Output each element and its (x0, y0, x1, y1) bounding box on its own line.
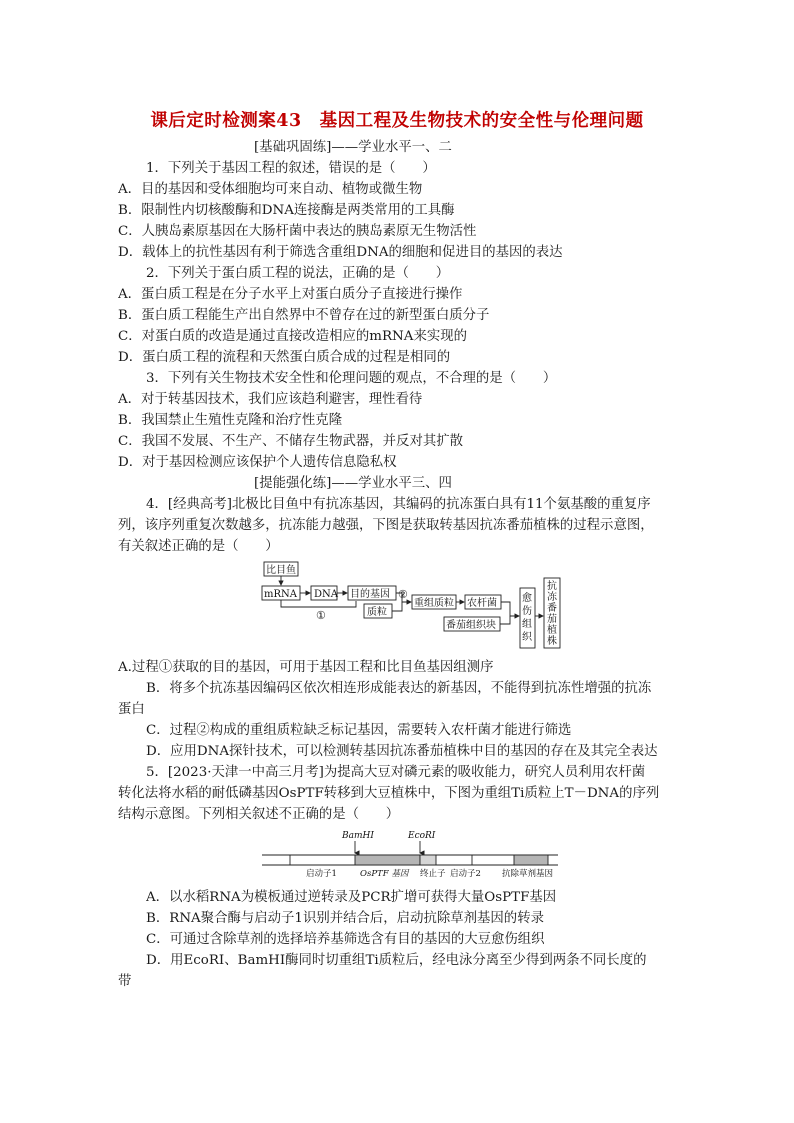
tdna-structure-diagram (262, 828, 562, 880)
q4-option-a[interactable]: A.过程①获取的目的基因，可用于基因工程和比目鱼基因组测序 (118, 660, 494, 675)
callus-char: 伤 (522, 606, 532, 617)
q1-stem: 1．下列关于基因工程的叙述，错误的是（ ） (146, 161, 436, 176)
q4-option-b-line2: 蛋白 (118, 702, 145, 717)
dna-label: DNA (314, 589, 338, 600)
q3-option-d[interactable]: D．对于基因检测应该保护个人遗传信息隐私权 (118, 455, 397, 470)
terminator-label: 终止子 (420, 869, 446, 879)
ecori-label: EcoRⅠ (408, 831, 436, 841)
section-basic: [基础巩固练]——学业水平一、二 (254, 140, 452, 155)
step2-marker: ② (398, 588, 408, 601)
q5-option-b[interactable]: B．RNA聚合酶与启动子1识别并结合后，启动抗除草剂基因的转录 (146, 911, 544, 926)
q2-option-c[interactable]: C．对蛋白质的改造是通过直接改造相应的mRNA来实现的 (118, 329, 468, 344)
q5-option-a[interactable]: A．以水稻RNA为模板通过逆转录及PCR扩增可获得大量OsPTF基因 (146, 890, 557, 905)
q2-option-d[interactable]: D．蛋白质工程的流程和天然蛋白质合成的过程是相同的 (118, 350, 451, 365)
q5-option-d-line1[interactable]: D．用EcoRⅠ、BamHⅠ酶同时切重组Ti质粒后，经电泳分离至少得到两条不同长度的 (146, 953, 647, 968)
callus-char: 愈 (522, 593, 532, 604)
q1-option-a[interactable]: A．目的基因和受体细胞均可来自动、植物或微生物 (118, 182, 423, 197)
plant-char: 抗 (547, 581, 557, 592)
bamhi-label: BamHⅠ (342, 831, 374, 841)
terminator-segment (420, 855, 436, 865)
plant-char: 株 (547, 636, 557, 647)
page-title: 课后定时检测案43 基因工程及生物技术的安全性与伦理问题 (150, 111, 644, 131)
callus-char: 组 (522, 619, 532, 630)
q2-stem: 2．下列关于蛋白质工程的说法，正确的是（ ） (146, 266, 450, 281)
q3-option-b[interactable]: B．我国禁止生殖性克隆和治疗性克隆 (118, 413, 343, 428)
q1-option-b[interactable]: B．限制性内切核酸酶和DNA连接酶是两类常用的工具酶 (118, 203, 455, 218)
herbicide-gene-segment (514, 855, 548, 865)
q4-stem-line3: 有关叙述正确的是（ ） (118, 539, 279, 554)
herbicide-gene-label: 抗除草剂基因 (502, 869, 554, 879)
recombinant-plasmid-label: 重组质粒 (414, 598, 454, 609)
callus-char: 织 (522, 632, 532, 643)
mrna-label: mRNA (264, 589, 297, 600)
tomato-tissue-label: 番茄组织块 (446, 620, 496, 631)
q1-option-d[interactable]: D．载体上的抗性基因有利于筛选含重组DNA的细胞和促进目的基因的表达 (118, 245, 563, 260)
ospt-gene-label: OsPTF 基因 (360, 869, 409, 879)
q5-stem-line2: 转化法将水稻的耐低磷基因OsPTF转移到大豆植株中，下图为重组Ti质粒上T－DNA的序列 (118, 786, 660, 801)
q2-option-b[interactable]: B．蛋白质工程能生产出自然界中不曾存在过的新型蛋白质分子 (118, 308, 490, 323)
plant-char: 茄 (547, 614, 557, 625)
q2-option-a[interactable]: A．蛋白质工程是在分子水平上对蛋白质分子直接进行操作 (118, 287, 463, 302)
q4-option-d[interactable]: D．应用DNA探针技术，可以检测转基因抗冻番茄植株中目的基因的存在及其完全表达 (146, 744, 658, 759)
agrobacterium-label: 农杆菌 (467, 598, 497, 609)
fish-label: 比目鱼 (266, 565, 296, 576)
promoter2-label: 启动子2 (450, 869, 481, 879)
q3-option-a[interactable]: A．对于转基因技术，我们应该趋利避害，理性看待 (118, 392, 423, 407)
q4-stem-line2: 列，该序列重复次数越多，抗冻能力越强，下图是获取转基因抗冻番茄植株的过程示意图， (118, 518, 654, 533)
q5-option-c[interactable]: C．可通过含除草剂的选择培养基筛选含有目的基因的大豆愈伤组织 (146, 932, 545, 947)
promoter1-label: 启动子1 (306, 869, 337, 879)
q5-option-d-line2: 带 (118, 974, 132, 989)
transgenic-process-diagram (258, 560, 568, 652)
target-gene-label: 目的基因 (350, 589, 390, 600)
plant-char: 番 (547, 603, 557, 614)
section-advanced: [提能强化练]——学业水平三、四 (254, 476, 452, 491)
step1-marker: ① (316, 609, 326, 622)
q3-option-c[interactable]: C．我国不发展、不生产、不储存生物武器，并反对其扩散 (118, 434, 464, 449)
q3-stem: 3．下列有关生物技术安全性和伦理问题的观点，不合理的是（ ） (146, 371, 557, 386)
q4-stem-line1: 4．[经典高考]北极比目鱼中有抗冻基因，其编码的抗冻蛋白具有11个氨基酸的重复序 (146, 497, 651, 512)
q4-option-b-line1[interactable]: B．将多个抗冻基因编码区依次相连形成能表达的新基因，不能得到抗冻性增强的抗冻 (146, 681, 652, 696)
plasmid-label: 质粒 (367, 607, 387, 618)
q1-option-c[interactable]: C．人胰岛素原基因在大肠杆菌中表达的胰岛素原无生物活性 (118, 224, 477, 239)
q5-stem-line1: 5．[2023·天津一中高三月考]为提高大豆对磷元素的吸收能力，研究人员利用农杆菌 (146, 765, 646, 780)
ospt-gene-segment (355, 855, 420, 865)
plant-char: 植 (547, 625, 557, 636)
q5-stem-line3: 结构示意图。下列相关叙述不正确的是（ ） (118, 807, 400, 822)
plant-char: 冻 (547, 592, 557, 603)
q4-option-c[interactable]: C．过程②构成的重组质粒缺乏标记基因，需要转入农杆菌才能进行筛选 (146, 723, 572, 738)
